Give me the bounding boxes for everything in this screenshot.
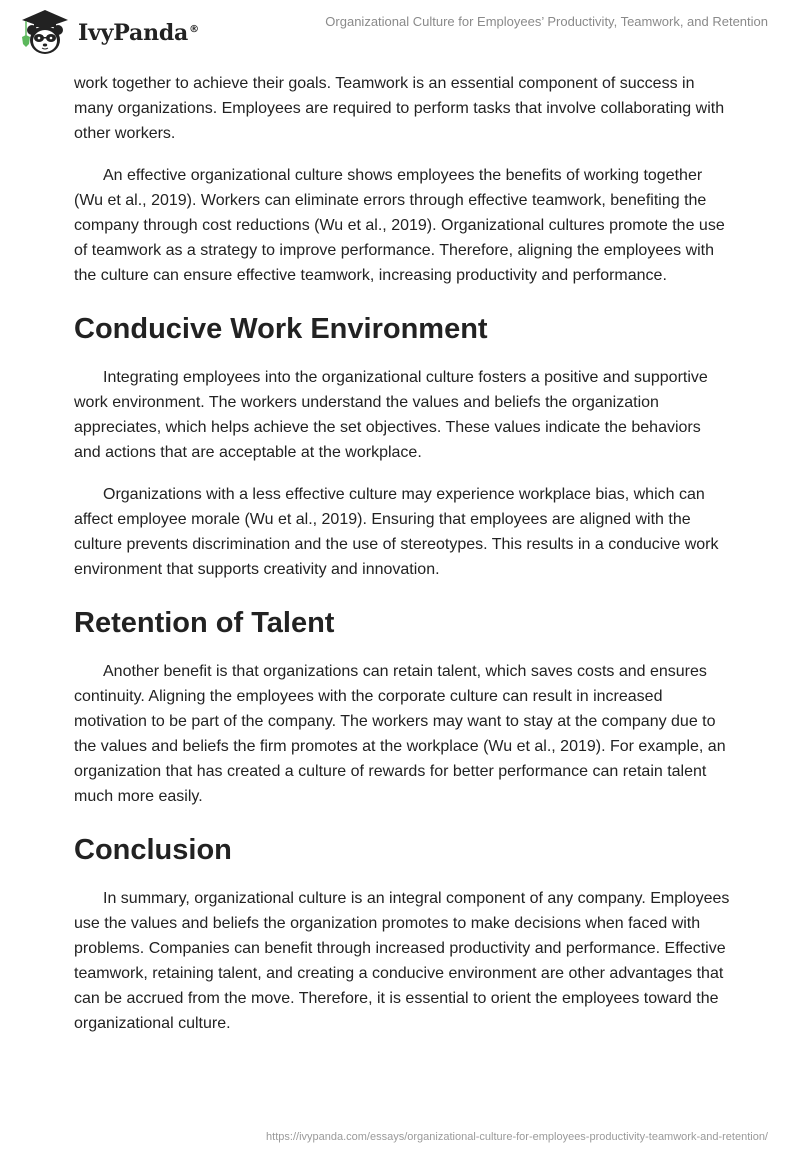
essay-body bbox=[74, 71, 730, 1053]
paragraph: Integrating employees into the organizational culture fosters a positive and supportive work environment. The workers understand the values and beliefs the organization appreciates, which helps achieve the set objectives. These values indicate the behaviors and actions that are acceptable at the workplace. bbox=[74, 369, 708, 461]
paragraph: work together to achieve their goals. Teamwork is an essential component of success in many organizations. Employees are required to perform tasks that involve collaborating with other workers. bbox=[74, 75, 725, 142]
paragraph: An effective organizational culture shows employees the benefits of working together (Wu et al., 2019). Workers can eliminate errors through effective teamwork, benefiting the company through cost reductions (Wu et al., 2019). Organizational cultures promote the use of teamwork as a strategy to improve performance. Therefore, aligning the employees with the culture can ensure effective teamwork, increasing productivity and performance. bbox=[74, 167, 725, 284]
logo-wordmark: IvyPanda® bbox=[78, 20, 199, 46]
paragraph: Organizations with a less effective culture may experience workplace bias, which can affect employee morale (Wu et al., 2019). Ensuring that employees are aligned with the culture prevents discrimination and the use of stereotypes. This results in a conducive work environment that supports creativity and innovation. bbox=[74, 486, 719, 578]
paragraph: In summary, organizational culture is an integral component of any company. Employees use the values and beliefs the organization promotes to make decisions when faced with problems. Companies can benefit through increased productivity and performance. Effective teamwork, retaining talent, and creating a conducive environment are other advantages that can be accrued from the move. Therefore, it is essential to orient the employees toward the organizational culture. bbox=[74, 890, 730, 1032]
ivypanda-logo[interactable] bbox=[14, 6, 199, 58]
page-header bbox=[0, 0, 800, 62]
section-heading-conclusion: Conclusion bbox=[74, 834, 232, 866]
running-title: Organizational Culture for Employees’ Productivity, Teamwork, and Retention bbox=[325, 14, 768, 29]
panda-graduate-icon bbox=[14, 6, 76, 58]
paragraph: Another benefit is that organizations can retain talent, which saves costs and ensures continuity. Aligning the employees with the corporate culture can result in increased motivation to be part of the company. The workers may want to stay at the company due to the values and beliefs the firm promotes at the workplace (Wu et al., 2019). For example, an organization that has created a culture of rewards for better performance can retain talent much more easily. bbox=[74, 663, 726, 805]
section-heading-conducive-work-environment: Conducive Work Environment bbox=[74, 313, 488, 345]
section-heading-retention-of-talent: Retention of Talent bbox=[74, 607, 335, 639]
source-url-link[interactable]: https://ivypanda.com/essays/organizational-culture-for-employees-productivity-teamwork-and-retention/ bbox=[266, 1131, 768, 1143]
